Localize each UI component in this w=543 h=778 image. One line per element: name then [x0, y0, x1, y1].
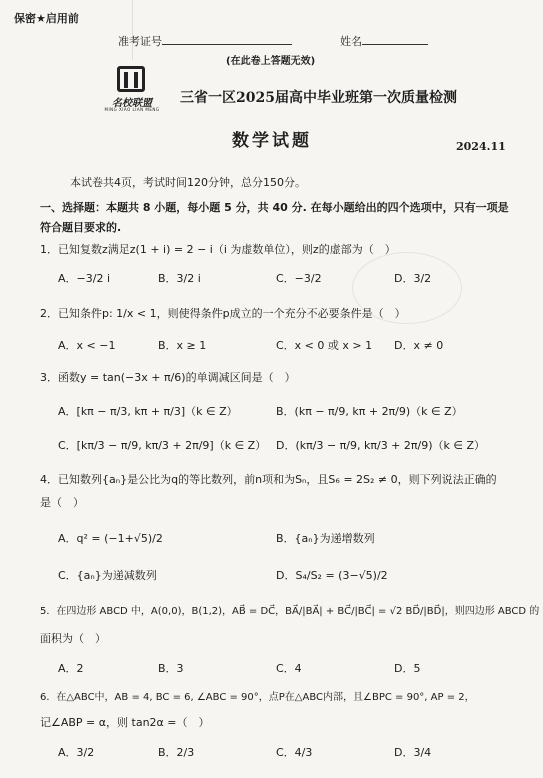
confidential-label: 保密★启用前	[14, 12, 79, 25]
question-3-stem: 3．函数y = tan(−3x + π/6)的单调减区间是（ ）	[40, 371, 296, 384]
name-label: 姓名	[340, 35, 362, 48]
exam-title: 三省一区2025届高中毕业班第一次质量检测	[180, 90, 457, 106]
name-field	[340, 33, 428, 49]
subject-title: 数学试题	[232, 131, 312, 151]
q3-option-d: D．(kπ/3 − π/9, kπ/3 + 2π/9)（k ∈ Z）	[276, 439, 485, 452]
q3-option-c: C．[kπ/3 − π/9, kπ/3 + 2π/9]（k ∈ Z）	[58, 439, 267, 452]
q3-option-b: B．(kπ − π/9, kπ + 2π/9)（k ∈ Z）	[276, 405, 463, 418]
q2-option-c: C．x < 0 或 x > 1	[276, 339, 373, 352]
question-5-stem: 5．在四边形 ABCD 中，A(0,0)，B(1,2)，AB⃗ = DC⃗，BA⃗/|BA⃗| + BC⃗/|BC⃗| = √2 BD⃗/|BD⃗|，则四边形 ABCD 的	[40, 606, 540, 617]
logo-icon	[117, 66, 145, 92]
invalid-note: (在此卷上答题无效)	[226, 56, 316, 67]
q2-option-a: A．x < −1	[58, 339, 116, 352]
section-heading: 一、选择题：本题共 8 小题，每小题 5 分，共 40 分. 在每小题给出的四个选项中，只有一项是符合题目要求的.	[40, 201, 509, 234]
exam-number-label: 准考证号	[118, 35, 162, 48]
q4-option-d: D．S₄/S₂ = (3−√5)/2	[276, 569, 388, 582]
q5-option-a: A．2	[58, 662, 84, 675]
exam-intro: 本试卷共4页，考试时间120分钟，总分150分。	[70, 176, 306, 189]
exam-number-blank	[162, 35, 292, 45]
q5-option-c: C．4	[276, 662, 302, 675]
q1-option-d: D．3/2	[394, 272, 432, 285]
question-5-stem-continued: 面积为（ ）	[40, 632, 106, 645]
question-2-stem: 2．已知条件p: 1/x < 1，则使得条件p成立的一个充分不必要条件是（ ）	[40, 307, 406, 320]
q2-option-d: D．x ≠ 0	[394, 339, 444, 352]
question-1-stem: 1．已知复数z满足z(1 + i) = 2 − i（i 为虚数单位），则z的虚部为（ ）	[40, 243, 396, 256]
q6-option-a: A．3/2	[58, 746, 95, 759]
school-alliance-logo	[103, 66, 161, 114]
logo-en-text: MING XIAO LIAN MENG	[104, 107, 160, 112]
question-6-stem-continued: 记∠ABP = α，则 tan2α =（ ）	[40, 716, 210, 729]
q4-option-b: B．{aₙ}为递增数列	[276, 532, 375, 545]
name-blank	[362, 35, 428, 45]
q6-option-d: D．3/4	[394, 746, 432, 759]
q4-option-c: C．{aₙ}为递减数列	[58, 569, 157, 582]
q1-option-b: B．3/2 i	[158, 272, 201, 285]
q5-option-b: B．3	[158, 662, 184, 675]
q6-option-c: C．4/3	[276, 746, 313, 759]
q1-option-a: A．−3/2 i	[58, 272, 110, 285]
q1-option-c: C．−3/2	[276, 272, 322, 285]
question-4-stem: 4．已知数列{aₙ}是公比为q的等比数列，前n项和为Sₙ，且S₆ = 2S₂ ≠ 0，则下列说法正确的	[40, 473, 497, 486]
question-6-stem: 6．在△ABC中，AB = 4, BC = 6, ∠ABC = 90°，点P在△ABC内部，且∠BPC = 90°, AP = 2，	[40, 692, 475, 703]
question-4-stem-continued: 是（ ）	[40, 496, 84, 509]
exam-number-field	[118, 33, 292, 49]
q3-option-a: A．[kπ − π/3, kπ + π/3]（k ∈ Z）	[58, 405, 238, 418]
q6-option-b: B．2/3	[158, 746, 195, 759]
q2-option-b: B．x ≥ 1	[158, 339, 207, 352]
logo-cn-text: 名校联盟	[112, 98, 152, 109]
exam-date: 2024.11	[456, 140, 506, 153]
bleed-through-shadow	[132, 0, 212, 60]
q4-option-a: A．q² = (−1+√5)/2	[58, 532, 163, 545]
q5-option-d: D．5	[394, 662, 421, 675]
